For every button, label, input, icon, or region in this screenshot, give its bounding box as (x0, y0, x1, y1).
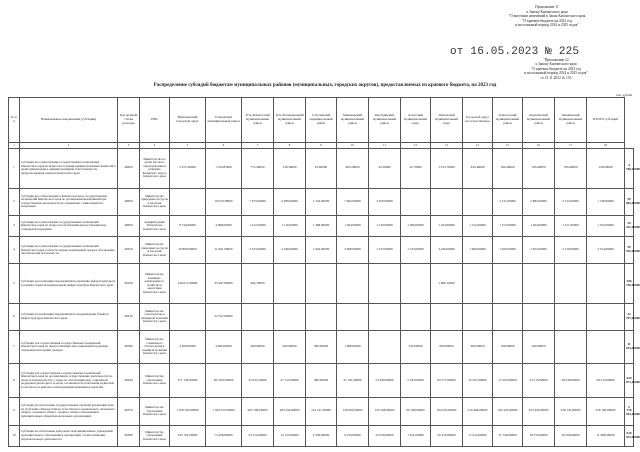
table-row (9, 398, 634, 426)
table-row (9, 237, 634, 264)
appendix-line: и на плановый период 2024 и 2025 годов" (524, 71, 588, 76)
budget-code: 40000 (118, 216, 140, 237)
amount-cell: 1 944,00000 (306, 237, 337, 264)
column-header: Соболевский муниципальный район (306, 98, 337, 143)
amount-cell (369, 264, 401, 304)
subsidy-name: Субсидии на реализацию мероприятий по модернизации объектов инфраструктуры Камчатского края (20, 303, 118, 330)
column-number: 2 (20, 143, 118, 149)
column-number: 1 (9, 143, 20, 149)
amount-cell: 91,60000 (306, 149, 337, 189)
amount-cell (463, 264, 493, 304)
row-total: 620 071,00000 (625, 364, 634, 398)
amount-cell (555, 330, 587, 363)
amount-cell: 7 962,00000 (337, 188, 369, 216)
amount-cell: 514 466,00000 (463, 398, 493, 426)
amount-cell: 1 906,00000 (463, 237, 493, 264)
amount-cell: 249 011,00000 (170, 264, 206, 304)
amount-cell: 2 652,00000 (523, 237, 555, 264)
unit-label: тыс. рублей (616, 93, 632, 97)
amount-cell (401, 264, 431, 304)
amount-cell: 5 333,00000 (401, 364, 431, 398)
budget-administrator: Министерство образования Камчатского края (140, 398, 170, 426)
amount-cell: 307 810,00000 (206, 364, 242, 398)
document-title: Распределение субсидий бюджетам муниципальных районов (муниципальных, городских округов), предоставляемых из краевого бюджета, на 2023 год (153, 83, 497, 88)
column-header: Пенжинский муниципальный район (555, 98, 587, 143)
amount-cell: 4 286,00000 (274, 188, 306, 216)
column-number: 18 (587, 143, 625, 149)
budget-administrator: Министерство образования Камчатского края (140, 364, 170, 398)
amount-cell: 100,00000 (493, 330, 523, 363)
amount-cell: 283 434,00000 (274, 398, 306, 426)
amount-cell: 1 332,00000 (587, 216, 625, 237)
appendix-line: "О краевом бюджете на 2023 год (522, 18, 572, 23)
column-header: ГРБС (140, 98, 170, 143)
budget-code: 40000 (118, 188, 140, 216)
amount-cell: 4 200,00000 (170, 330, 206, 363)
amount-cell: 400,00000 (242, 330, 274, 363)
table-row (9, 364, 634, 398)
subsidy-name: Субсидии на обеспечение деятельности муниципальных учреждений дополнительного образования и организаций, осуществляющих образовательную деятельность (20, 425, 118, 446)
table-row (9, 330, 634, 363)
budget-code: 40320 (118, 237, 140, 264)
amount-cell: 1 468,00000 (306, 216, 337, 237)
amount-cell: 3 314,00000 (587, 237, 625, 264)
column-header: Олюторский муниципальный район (493, 98, 523, 143)
column-header: Наименование направления (субсидии) (20, 98, 118, 143)
subsidy-name: Субсидии на обеспечение государственных гарантий реализации прав на получение общедоступного и бесплатного дошкольного, начального общего, основного общего, среднего общего образования в муниципальных общеобразовательных организациях (20, 398, 118, 426)
budget-administrator: Администрация Губернатора Камчатского края (140, 216, 170, 237)
column-number: 7 (242, 143, 274, 149)
amount-cell: 1 312,00000 (463, 216, 493, 237)
amount-cell: 1 473,00000 (369, 237, 401, 264)
amount-cell: 1 559,83000 (206, 149, 242, 189)
amount-cell: 195,60000 (555, 149, 587, 189)
budget-code: 40410 (118, 303, 140, 330)
column-header: Быстринский муниципальный район (369, 98, 401, 143)
column-header: Городской округ «поселок Палана» (463, 98, 493, 143)
row-number: 7 (9, 330, 20, 363)
amount-cell: 1 086,10000 (431, 264, 463, 304)
row-total: 59 983,00000 (625, 188, 634, 216)
row-total: 29 412,00000 (625, 216, 634, 237)
amount-cell (337, 303, 369, 330)
amount-cell: 22 767,00000 (206, 303, 242, 330)
amount-cell: 32 031,00000 (242, 364, 274, 398)
amount-cell (555, 264, 587, 304)
column-number: 15 (493, 143, 523, 149)
amount-cell: 104 435,00000 (493, 398, 523, 426)
amount-cell: 343,40000 (463, 149, 493, 189)
row-total: 59 910,00000 (625, 237, 634, 264)
amount-cell: 905 706,00000 (242, 398, 274, 426)
column-number: 5 (170, 143, 206, 149)
amount-cell: 772,40000 (242, 149, 274, 189)
amount-cell: 53 369,00000 (369, 364, 401, 398)
table-row (9, 216, 634, 237)
column-number: 12 (401, 143, 431, 149)
row-number: 4 (9, 237, 20, 264)
handwritten-date-stamp: от 16.05.2023 № 225 (450, 46, 580, 58)
budget-administrator: Министерство природных ресурсов и экологии Камчатского края (140, 188, 170, 216)
amount-cell (306, 303, 337, 330)
amount-cell: 143 258,00000 (369, 398, 401, 426)
amount-cell: 1 728,00000 (587, 188, 625, 216)
amount-cell: 600,00000 (431, 330, 463, 363)
amount-cell: 20 476,00000 (431, 425, 463, 446)
amount-cell: 2 472,30000 (170, 149, 206, 189)
amount-cell: 27 723,00000 (274, 364, 306, 398)
budget-administrator: Министерство строительства и жилищной политики Камчатского края (140, 303, 170, 330)
row-total: 286 756,00000 (625, 264, 634, 304)
amount-cell: 193,60000 (523, 149, 555, 189)
column-number: 9 (306, 143, 337, 149)
amount-cell (274, 264, 306, 304)
column-number: 17 (555, 143, 587, 149)
amount-cell (587, 303, 625, 330)
appendix-line: Приложение 11 (535, 5, 559, 9)
amount-cell: 1 120,00000 (369, 216, 401, 237)
amount-cell (493, 264, 523, 304)
amount-cell: 22,70000 (401, 149, 431, 189)
column-header: Мильковский муниципальный район (337, 98, 369, 143)
amount-cell (463, 303, 493, 330)
subsidy-name: Субсидии на осуществление в Камчатском крае государственных полномочий Камчатского края по организации мероприятий при осуществлении деятельности по обращению с животными без владельцев (20, 188, 118, 216)
table-row (9, 303, 634, 330)
row-total: 11 634,00000 (625, 330, 634, 363)
subsidy-name: Субсидии на реализацию мероприятий по развитию инфраструктуры и созданию объектов коммунальной инфраструктуры Камчатского края (20, 264, 118, 304)
appendix-line: "Приложение 22 (543, 58, 569, 62)
amount-cell (170, 188, 206, 216)
column-header: Карагинский муниципальный район (523, 98, 555, 143)
amount-cell (431, 303, 463, 330)
amount-cell: 160,40000 (493, 149, 523, 189)
original-appendix-header (478, 58, 634, 80)
amount-cell: 22 030,00000 (369, 425, 401, 446)
row-number: 8 (9, 364, 20, 398)
amount-cell: 45,50000 (369, 149, 401, 189)
budget-administrator: Министерство по делам местного самоуправления и развитию Корякского округа Камчатского края (140, 149, 170, 189)
subsidy-name: Субсидии на осуществление государственных полномочий Камчатского края в области охраны окружающей среды и обеспечения экологической безопасности (20, 237, 118, 264)
amount-cell: 60 180,00000 (401, 398, 431, 426)
appendix-line: "О краевом бюджете на 2023 год (531, 66, 581, 71)
appendix-header (462, 5, 632, 28)
column-number: 11 (369, 143, 401, 149)
amount-cell: 4 008,00000 (206, 216, 242, 237)
column-header: Вилючинский городской округ (170, 98, 206, 143)
amount-cell (555, 303, 587, 330)
amount-cell: 300,00000 (306, 330, 337, 363)
table-header-row (9, 98, 634, 143)
column-header: Алеутский муниципальный округ (401, 98, 431, 143)
amount-cell (306, 264, 337, 304)
amount-cell: 7 611,00000 (401, 425, 431, 446)
amount-cell: 75 406,00000 (206, 425, 242, 446)
row-number: 3 (9, 216, 20, 237)
amount-cell (463, 188, 493, 216)
amount-cell: 1 364,00000 (337, 216, 369, 237)
amount-cell: 233 434,00000 (523, 398, 555, 426)
amount-cell: 3 426,00000 (431, 237, 463, 264)
appendix-line: "О внесении изменений в Закон Камчатского края (508, 14, 586, 19)
amount-cell: 35 497,00000 (206, 264, 242, 304)
amount-cell: 27 295,00000 (493, 364, 523, 398)
amount-cell: 12 125,00000 (274, 425, 306, 446)
row-total: 22 767,00000 (625, 303, 634, 330)
table-body (9, 149, 640, 447)
budget-administrator: Министерство социального благополучия и семейной политики Камчатского края (140, 330, 170, 363)
budget-administrator: Министерство образования Камчатского края (140, 425, 170, 446)
amount-cell: 482,70000 (242, 264, 274, 304)
amount-cell (401, 303, 431, 330)
column-number: 16 (523, 143, 555, 149)
amount-cell: 7 673,60000 (242, 188, 274, 216)
amount-cell: 136,30000 (274, 149, 306, 189)
amount-cell (369, 303, 401, 330)
column-header: Усть-Камчатский муниципальный район (242, 98, 274, 143)
amount-cell (493, 303, 523, 330)
budget-code: 40000 (118, 149, 140, 189)
column-header: № п/п (9, 98, 20, 143)
amount-cell: 33 154,00000 (242, 425, 274, 446)
budget-code: 40380 (118, 425, 140, 446)
amount-cell: 6 476,00000 (337, 425, 369, 446)
amount-cell: 200,00000 (463, 330, 493, 363)
amount-cell: 161 147,00000 (306, 398, 337, 426)
amount-cell: 1 116,00000 (274, 216, 306, 237)
budget-code: 40370 (118, 398, 140, 426)
column-number: 6 (206, 143, 242, 149)
amount-cell (274, 303, 306, 330)
amount-cell: 235 792,00000 (170, 425, 206, 446)
table-row (9, 149, 634, 189)
budget-administrator: Министерство жилищно-коммунального хозяйства и энергетики Камчатского края (140, 264, 170, 304)
amount-cell: 28 315,00000 (587, 364, 625, 398)
amount-cell: 403,29000 (337, 149, 369, 189)
appendix-line: от 21.11.2022 № 155 (540, 75, 572, 80)
amount-cell: 1 019 362,00000 (170, 398, 206, 426)
amount-cell: 95 577,00000 (431, 364, 463, 398)
amount-cell: 238 145,00000 (555, 398, 587, 426)
amount-cell: 1 164,00000 (431, 216, 463, 237)
amount-cell: 1 743,00000 (401, 237, 431, 264)
subsidies-table (8, 97, 640, 447)
amount-cell (523, 303, 555, 330)
column-number: 14 (463, 143, 493, 149)
amount-cell (587, 264, 625, 304)
subsidy-name: Субсидии на осуществление государственных полномочий Камчатского края по вопросам обеспечения предоставления мер социальной поддержки (20, 216, 118, 237)
amount-cell: 41 181,00000 (337, 364, 369, 398)
column-number: 13 (431, 143, 463, 149)
column-header: Елизовский муниципальный район (206, 98, 242, 143)
subsidy-name: Субсидии на осуществление государственных полномочий Камчатского края по вопросам создания административных комиссий в целях привлечения к административной ответственности, предусмотренной законом Камчатского края (20, 149, 118, 189)
amount-cell: 1 572,00000 (493, 216, 523, 237)
table-row (9, 264, 634, 304)
amount-cell (170, 303, 206, 330)
amount-cell: 4 996,00000 (206, 330, 242, 363)
amount-cell: 19 070,38000 (206, 188, 242, 216)
amount-cell: 220 100,00000 (587, 398, 625, 426)
amount-cell (431, 188, 463, 216)
amount-cell: 1 013,70000 (431, 149, 463, 189)
row-total: 4 768,40000 (625, 149, 634, 189)
amount-cell: 3 076,00000 (369, 188, 401, 216)
amount-cell: 200,00000 (274, 330, 306, 363)
column-number: 10 (337, 143, 369, 149)
amount-cell: 490,00000 (306, 364, 337, 398)
row-number: 10 (9, 425, 20, 446)
amount-cell: 130 832,00000 (337, 398, 369, 426)
row-number: 2 (9, 188, 20, 216)
budget-code: 40320 (118, 264, 140, 304)
amount-cell (337, 264, 369, 304)
budget-administrator: Министерство природных ресурсов и экологии Камчатского края (140, 237, 170, 264)
amount-cell: 1 920,00000 (493, 237, 523, 264)
row-number: 1 (9, 149, 20, 189)
amount-cell: 30 206,00000 (555, 425, 587, 446)
amount-cell: 5 882,00000 (523, 188, 555, 216)
amount-cell: 26 860,00000 (170, 237, 206, 264)
column-header: Тигильский муниципальный округ (431, 98, 463, 143)
row-total: 5 726 025,00000 (625, 398, 634, 426)
amount-cell: 2 446,00000 (274, 237, 306, 264)
amount-cell: 4 356,00000 (306, 425, 337, 446)
amount-cell (369, 330, 401, 363)
amount-cell: 23 515,00000 (523, 364, 555, 398)
appendix-line: к Закону Камчатского края (526, 9, 568, 14)
amount-cell: 31 749,00000 (493, 425, 523, 446)
column-header: Усть-Большерецкий муниципальный район (274, 98, 306, 143)
amount-cell: 1 264,00000 (523, 216, 555, 237)
amount-cell: 28 549,00000 (555, 364, 587, 398)
amount-cell (587, 330, 625, 363)
amount-cell: 2 512,00000 (555, 188, 587, 216)
row-number: 5 (9, 264, 20, 304)
amount-cell: 32 507,00000 (463, 364, 493, 398)
amount-cell: 104 035,00000 (431, 398, 463, 426)
amount-cell: 377 139,00000 (170, 364, 206, 398)
amount-cell: 200,00000 (523, 330, 555, 363)
budget-code: 40580 (118, 330, 140, 363)
appendix-line: к Закону Камчатского края (535, 62, 577, 67)
amount-cell: 11 091,00000 (206, 237, 242, 264)
budget-code: 40440 (118, 364, 140, 398)
amount-cell: 1 412,00000 (242, 216, 274, 237)
amount-cell (242, 303, 274, 330)
amount-cell (523, 264, 555, 304)
amount-cell: 2 154,00000 (306, 188, 337, 216)
amount-cell: 3 613,00000 (242, 237, 274, 264)
amount-cell: 1 459 552,00000 (206, 398, 242, 426)
column-header: Код целевой статьи расходов (118, 98, 140, 143)
row-total: 630 933,00000 (625, 425, 634, 446)
amount-cell: 352,00000 (401, 330, 431, 363)
amount-cell: 1 311,00000 (555, 216, 587, 237)
column-header: ИТОГО субсидий (587, 98, 625, 143)
table-row (9, 425, 634, 446)
subsidy-name: Субсидии для осуществления государственных полномочий Камчатского края по предоставлению мер социальной поддержки отдельным категориям граждан (20, 330, 118, 363)
subsidy-name: Субсидии для осуществления государственных полномочий Камчатского края по организации и осуществлению деятельности по опеке и попечительству, а также по обеспечению мер социальной поддержки детей-сирот и детей, оставшихся без попечения родителей, в том числе по выплате вознаграждения приемным родителям (20, 364, 118, 398)
amount-cell: 8 744,00000 (170, 216, 206, 237)
amount-cell: 18 333,00000 (523, 425, 555, 446)
amount-cell: 1 086,00000 (337, 330, 369, 363)
amount-cell: 2 319,00000 (555, 237, 587, 264)
column-number: 4 (140, 143, 170, 149)
amount-cell: 3 668,00000 (337, 237, 369, 264)
amount-cell: 11 986,00000 (587, 425, 625, 446)
amount-cell: 5 211,00000 (493, 188, 523, 216)
row-number: 6 (9, 303, 20, 330)
amount-cell: 156,00000 (587, 149, 625, 189)
amount-cell: 1 396,00000 (401, 216, 431, 237)
amount-cell (401, 188, 431, 216)
appendix-line: и на плановый период 2024 и 2025 годов" (515, 23, 579, 28)
row-number: 9 (9, 398, 20, 426)
table-row (9, 188, 634, 216)
amount-cell: 17 614,00000 (463, 425, 493, 446)
column-number: 8 (274, 143, 306, 149)
column-number: 3 (118, 143, 140, 149)
